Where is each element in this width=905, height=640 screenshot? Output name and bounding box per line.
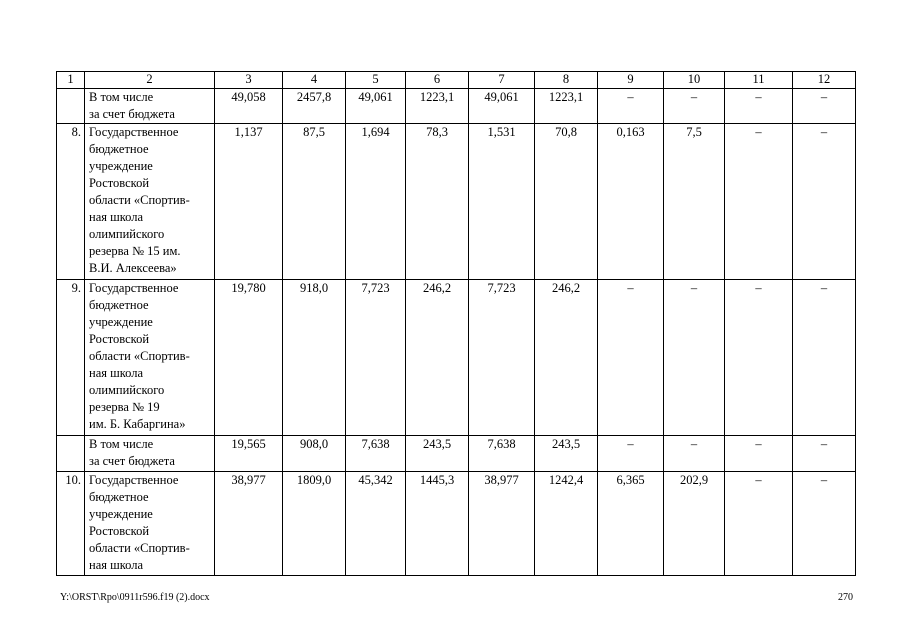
cell-col-7: 7,638 — [469, 436, 535, 472]
page-number: 270 — [838, 592, 853, 603]
row-name: Государственное бюджетное учреждение Ростовской области «Спортив- ная школа — [85, 472, 215, 576]
cell-col-12: – — [793, 472, 856, 576]
column-number-row — [57, 72, 856, 89]
cell-col-7: 38,977 — [469, 472, 535, 576]
cell-col-10: – — [664, 436, 725, 472]
row-number — [57, 436, 85, 472]
table-row — [57, 472, 856, 576]
cell-col-9: 0,163 — [598, 124, 664, 280]
column-number-5: 5 — [346, 72, 406, 89]
row-name: В том числе за счет бюджета — [85, 89, 215, 124]
table-row — [57, 89, 856, 124]
row-number: 9. — [57, 280, 85, 436]
cell-col-8: 1242,4 — [535, 472, 598, 576]
cell-col-4: 918,0 — [283, 280, 346, 436]
row-number: 10. — [57, 472, 85, 576]
cell-col-6: 1445,3 — [406, 472, 469, 576]
column-number-8: 8 — [535, 72, 598, 89]
cell-col-5: 45,342 — [346, 472, 406, 576]
cell-col-6: 78,3 — [406, 124, 469, 280]
column-number-3: 3 — [215, 72, 283, 89]
cell-col-11: – — [725, 89, 793, 124]
cell-col-4: 87,5 — [283, 124, 346, 280]
cell-col-3: 38,977 — [215, 472, 283, 576]
footer-file-path: Y:\ORST\Rpo\0911r596.f19 (2).docx — [60, 592, 210, 603]
cell-col-3: 49,058 — [215, 89, 283, 124]
column-number-7: 7 — [469, 72, 535, 89]
cell-col-4: 2457,8 — [283, 89, 346, 124]
table-body — [57, 72, 856, 576]
row-name: Государственное бюджетное учреждение Ростовской области «Спортив- ная школа олимпийского резерва № 15 им. В.И. Алексеева» — [85, 124, 215, 280]
cell-col-9: – — [598, 436, 664, 472]
cell-col-9: 6,365 — [598, 472, 664, 576]
cell-col-5: 7,723 — [346, 280, 406, 436]
cell-col-12: – — [793, 89, 856, 124]
cell-col-11: – — [725, 472, 793, 576]
column-number-6: 6 — [406, 72, 469, 89]
row-number: 8. — [57, 124, 85, 280]
cell-col-11: – — [725, 280, 793, 436]
column-number-10: 10 — [664, 72, 725, 89]
cell-col-7: 1,531 — [469, 124, 535, 280]
cell-col-11: – — [725, 124, 793, 280]
row-number — [57, 89, 85, 124]
table-row — [57, 436, 856, 472]
cell-col-10: 7,5 — [664, 124, 725, 280]
cell-col-4: 908,0 — [283, 436, 346, 472]
row-name: В том числе за счет бюджета — [85, 436, 215, 472]
cell-col-7: 49,061 — [469, 89, 535, 124]
cell-col-5: 49,061 — [346, 89, 406, 124]
column-number-11: 11 — [725, 72, 793, 89]
cell-col-10: – — [664, 89, 725, 124]
cell-col-3: 19,565 — [215, 436, 283, 472]
cell-col-8: 70,8 — [535, 124, 598, 280]
cell-col-9: – — [598, 89, 664, 124]
cell-col-8: 243,5 — [535, 436, 598, 472]
cell-col-9: – — [598, 280, 664, 436]
cell-col-5: 1,694 — [346, 124, 406, 280]
cell-col-11: – — [725, 436, 793, 472]
cell-col-6: 246,2 — [406, 280, 469, 436]
cell-col-8: 1223,1 — [535, 89, 598, 124]
budget-table — [56, 71, 856, 576]
table-row — [57, 280, 856, 436]
cell-col-4: 1809,0 — [283, 472, 346, 576]
column-number-9: 9 — [598, 72, 664, 89]
cell-col-12: – — [793, 436, 856, 472]
table-row — [57, 124, 856, 280]
cell-col-5: 7,638 — [346, 436, 406, 472]
column-number-1: 1 — [57, 72, 85, 89]
cell-col-10: – — [664, 280, 725, 436]
cell-col-3: 1,137 — [215, 124, 283, 280]
cell-col-7: 7,723 — [469, 280, 535, 436]
cell-col-10: 202,9 — [664, 472, 725, 576]
cell-col-6: 243,5 — [406, 436, 469, 472]
cell-col-12: – — [793, 280, 856, 436]
cell-col-3: 19,780 — [215, 280, 283, 436]
row-name: Государственное бюджетное учреждение Ростовской области «Спортив- ная школа олимпийского резерва № 19 им. Б. Кабаргина» — [85, 280, 215, 436]
cell-col-6: 1223,1 — [406, 89, 469, 124]
cell-col-12: – — [793, 124, 856, 280]
column-number-4: 4 — [283, 72, 346, 89]
cell-col-8: 246,2 — [535, 280, 598, 436]
column-number-12: 12 — [793, 72, 856, 89]
column-number-2: 2 — [85, 72, 215, 89]
